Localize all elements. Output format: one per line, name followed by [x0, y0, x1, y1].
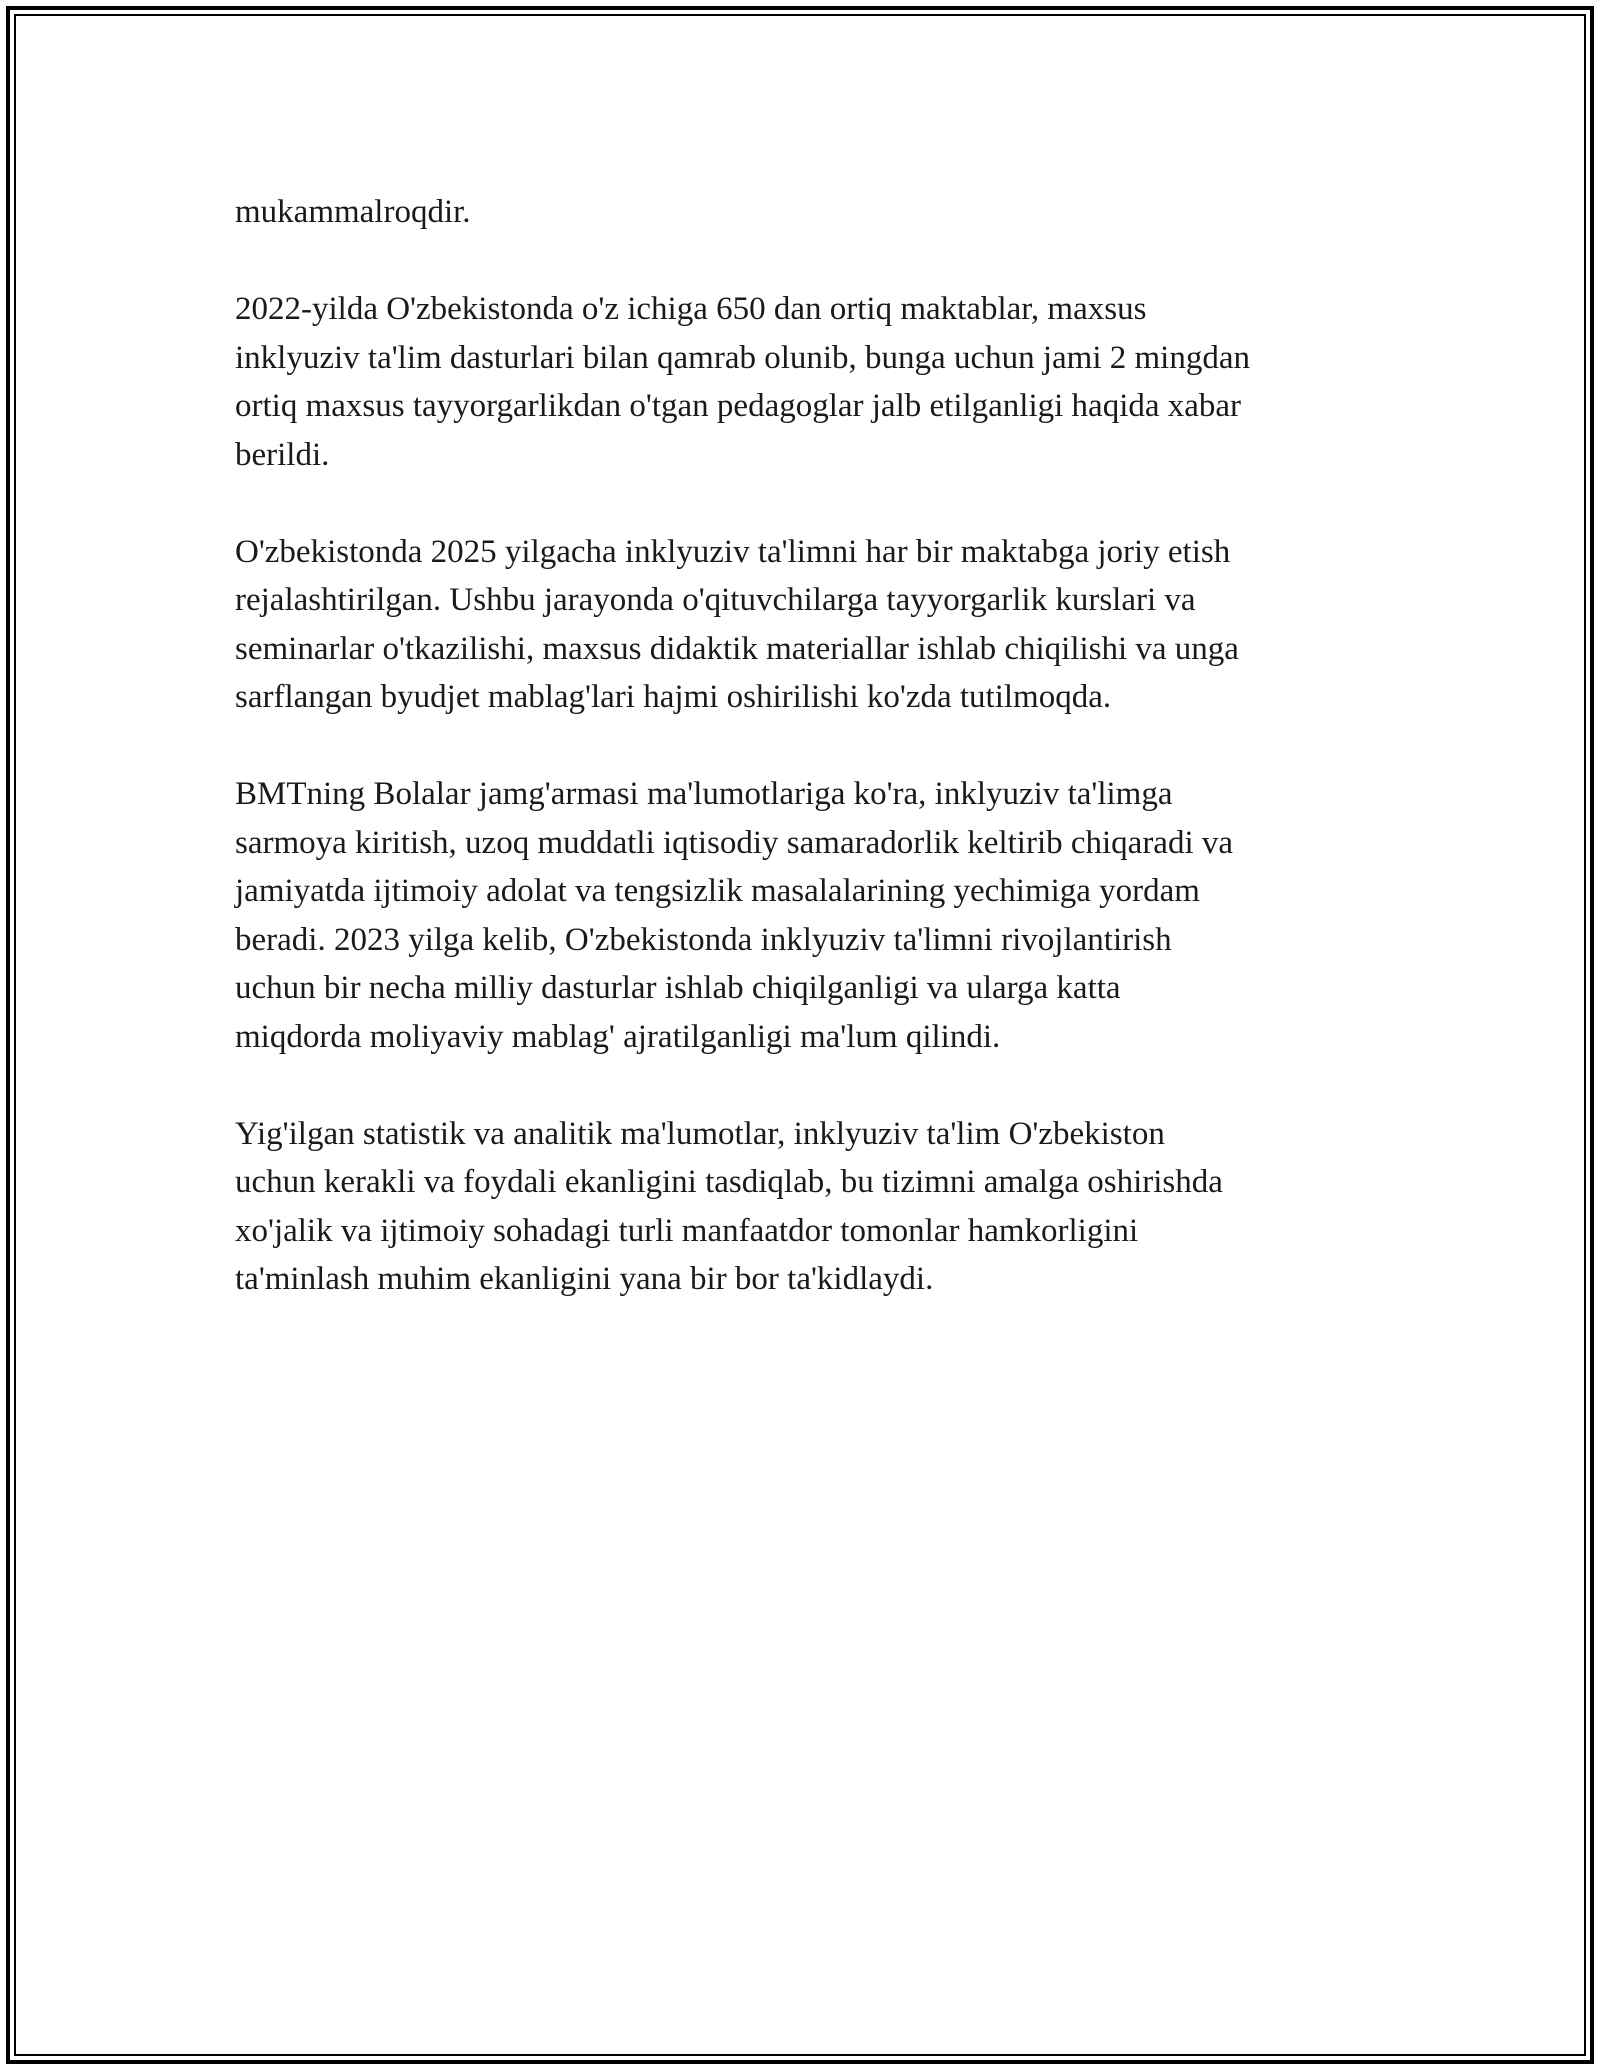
- text-line: inklyuziv ta'lim dasturlari bilan qamrab olunib, bunga uchun jami 2 mingdan: [235, 339, 1250, 376]
- text-line: xo'jalik va ijtimoiy sohadagi turli manfaatdor tomonlar hamkorligini: [235, 1212, 1139, 1249]
- text-line: ortiq maxsus tayyorgarlikdan o'tgan pedagoglar jalb etilganligi haqida xabar: [235, 388, 1242, 424]
- paragraph-5: [235, 1110, 1385, 1304]
- paragraph-3: [235, 528, 1385, 722]
- paragraph-1: [235, 188, 1385, 237]
- text-line: uchun bir necha milliy dasturlar ishlab chiqilganligi va ularga katta: [235, 970, 1121, 1006]
- text-line: mukammalroqdir.: [235, 194, 471, 230]
- text-line: miqdorda moliyaviy mablag' ajratilganligi ma'lum qilindi.: [235, 1018, 1001, 1055]
- text-line: seminarlar o'tkazilishi, maxsus didaktik materiallar ishlab chiqilishi va unga: [235, 630, 1239, 667]
- text-line: sarflangan byudjet mablag'lari hajmi oshirilishi ko'zda tutilmoqda.: [235, 679, 1112, 715]
- text-line: BMTning Bolalar jamg'armasi ma'lumotlariga ko'ra, inklyuziv ta'limga: [235, 776, 1173, 812]
- text-line: rejalashtirilgan. Ushbu jarayonda o'qituvchilarga tayyorgarlik kurslari va: [235, 582, 1196, 618]
- text-line: uchun kerakli va foydali ekanligini tasdiqlab, bu tizimni amalga oshirishda: [235, 1164, 1223, 1200]
- text-line: jamiyatda ijtimoiy adolat va tengsizlik masalalarining yechimiga yordam: [235, 873, 1200, 909]
- text-line: O'zbekistonda 2025 yilgacha inklyuziv ta'limni har bir maktabga joriy etish: [235, 533, 1231, 570]
- text-line: ta'minlash muhim ekanligini yana bir bor ta'kidlaydi.: [235, 1261, 934, 1297]
- paragraph-2: [235, 285, 1385, 479]
- text-line: beradi. 2023 yilga kelib, O'zbekistonda inklyuziv ta'limni rivojlantirish: [235, 921, 1172, 958]
- text-line: Yig'ilgan statistik va analitik ma'lumotlar, inklyuziv ta'lim O'zbekiston: [235, 1115, 1165, 1152]
- paragraph-4: [235, 770, 1385, 1061]
- text-line: sarmoya kiritish, uzoq muddatli iqtisodiy samaradorlik keltirib chiqaradi va: [235, 824, 1234, 861]
- document-body: [235, 188, 1385, 1352]
- text-line: berildi.: [235, 436, 330, 473]
- text-line: 2022-yilda O'zbekistonda o'z ichiga 650 dan ortiq maktablar, maxsus: [235, 291, 1147, 327]
